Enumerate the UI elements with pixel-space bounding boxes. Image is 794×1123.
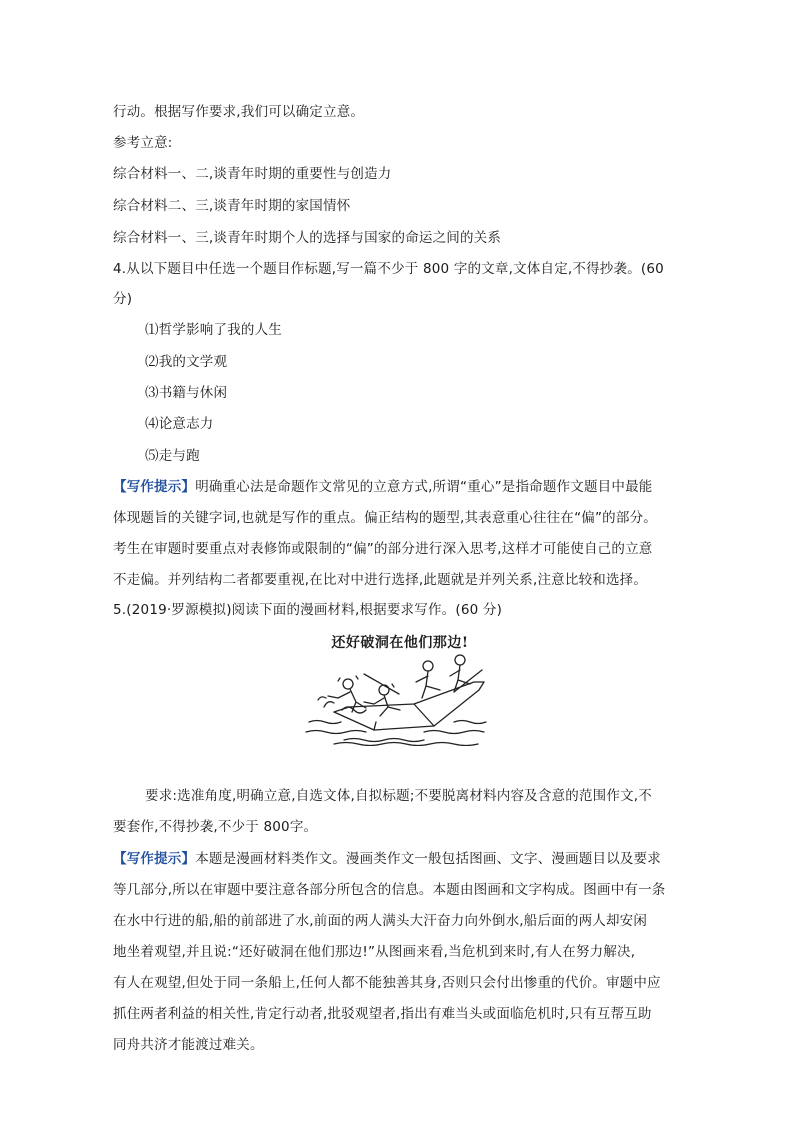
option-3: ⑶书籍与休闲 xyxy=(145,385,228,401)
text-line: 要套作,不得抄袭,不少于 800字。 xyxy=(113,819,318,835)
text-line: 综合材料二、三,谈青年时期的家国情怀 xyxy=(113,198,351,214)
question-4: 4.从以下题目中任选一个题目作标题,写一篇不少于 800 字的文章,文体自定,不得抄袭。(60 xyxy=(113,261,664,277)
text-line: 综合材料一、二,谈青年时期的重要性与创造力 xyxy=(113,166,392,182)
cartoon-caption: 还好破洞在他们那边! xyxy=(331,635,469,651)
text-line: 参考立意: xyxy=(113,135,173,151)
question-4-cont: 分) xyxy=(113,291,133,307)
tip-text: 明确重心法是命题作文常见的立意方式,所谓“重心”是指命题作文题目中最能 xyxy=(195,479,653,495)
tip-text: 本题是漫画材料类作文。漫画类作文一般包括图画、文字、漫画题目以及要求 xyxy=(195,851,662,867)
tip-label: 【写作提示】 xyxy=(113,479,196,495)
text-line: 等几部分,所以在审题中要注意各部分所包含的信息。本题由图画和文字构成。图画中有一条 xyxy=(113,882,666,898)
option-1: ⑴哲学影响了我的人生 xyxy=(145,322,282,338)
tip-label: 【写作提示】 xyxy=(113,851,196,867)
text-line: 不走偏。并列结构二者都要重视,在比对中进行选择,此题就是并列关系,注意比较和选择。 xyxy=(113,572,648,588)
text-line: 综合材料一、三,谈青年时期个人的选择与国家的命运之间的关系 xyxy=(113,230,502,246)
boat-cartoon-illustration xyxy=(304,652,496,746)
writing-tip-5 xyxy=(113,850,661,868)
text-line: 行动。根据写作要求,我们可以确定立意。 xyxy=(113,104,365,120)
text-line: 有人在观望,但处于同一条船上,任何人都不能独善其身,否则只会付出惨重的代价。审题中应 xyxy=(113,975,661,991)
cartoon-image xyxy=(300,632,500,747)
text-line: 同舟共济才能渡过难关。 xyxy=(113,1037,264,1053)
option-2: ⑵我的文学观 xyxy=(145,354,228,370)
option-4: ⑷论意志力 xyxy=(145,416,214,432)
question-5: 5.(2019·罗源模拟)阅读下面的漫画材料,根据要求写作。(60 分) xyxy=(113,602,503,618)
text-line: 考生在审题时要重点对表修饰或限制的“偏”的部分进行深入思考,这样才可能使自己的立意 xyxy=(113,541,653,557)
text-line: 抓住两者利益的相关性,肯定行动者,批驳观望者,指出有难当头或面临危机时,只有互帮互助 xyxy=(113,1006,652,1022)
writing-tip-4 xyxy=(113,478,652,496)
option-5: ⑸走与跑 xyxy=(145,448,200,464)
text-line: 地坐着观望,并且说:“还好破洞在他们那边!”从图画来看,当危机到来时,有人在努力解决, xyxy=(113,944,636,960)
text-line: 体现题旨的关键字词,也就是写作的重点。偏正结构的题型,其表意重心往往在“偏”的部分。 xyxy=(113,510,657,526)
requirement: 要求:选准角度,明确立意,自选文体,自拟标题;不要脱离材料内容及含意的范围作文,不 xyxy=(145,788,652,804)
text-line: 在水中行进的船,船的前部进了水,前面的两人满头大汗奋力向外倒水,船后面的两人却安闲 xyxy=(113,913,648,929)
